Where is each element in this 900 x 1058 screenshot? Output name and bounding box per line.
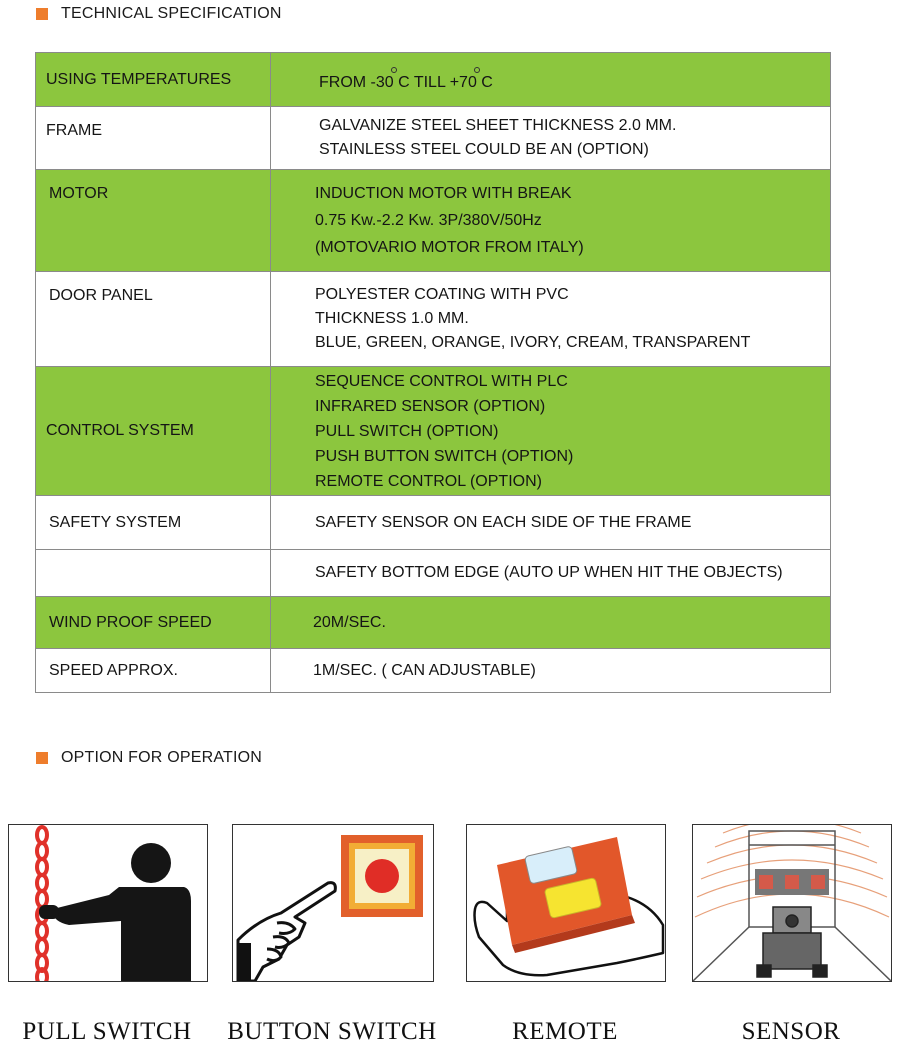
- spec-table: [35, 52, 831, 693]
- remote-caption: REMOTE: [512, 1018, 618, 1045]
- spec-line: SEQUENCE CONTROL WITH PLC: [315, 372, 568, 390]
- spec-label: SAFETY SYSTEM: [36, 496, 271, 550]
- spec-line: INFRARED SENSOR (OPTION): [315, 397, 546, 415]
- spec-value: [271, 550, 831, 597]
- spec-line: POLYESTER COATING WITH PVC: [315, 286, 569, 303]
- temp-unit: C: [476, 73, 493, 91]
- spec-value: [271, 597, 831, 649]
- sensor-caption: SENSOR: [741, 1018, 841, 1045]
- spec-line: STAINLESS STEEL COULD BE AN (OPTION): [319, 141, 649, 158]
- spec-value: [271, 649, 831, 693]
- spec-section-header: [36, 5, 282, 23]
- spec-value: [271, 107, 831, 170]
- temp-till: C TILL +70: [393, 73, 477, 91]
- option-section-title: OPTION FOR OPERATION: [61, 749, 263, 766]
- spec-line: SAFETY BOTTOM EDGE (AUTO UP WHEN HIT THE OBJECTS): [315, 564, 783, 581]
- spec-line: THICKNESS 1.0 MM.: [315, 310, 469, 327]
- spec-line: GALVANIZE STEEL SHEET THICKNESS 2.0 MM.: [319, 117, 677, 134]
- option-section-header: [36, 749, 262, 767]
- spec-line: PUSH BUTTON SWITCH (OPTION): [315, 447, 574, 465]
- spec-line: 0.75 Kw.-2.2 Kw. 3P/380V/50Hz: [315, 212, 542, 229]
- spec-row: [36, 272, 831, 367]
- spec-line: 20M/SEC.: [313, 613, 386, 631]
- spec-label: CONTROL SYSTEM: [36, 367, 271, 496]
- spec-row: [36, 170, 831, 272]
- button-switch-tile: [232, 824, 434, 982]
- spec-row: [36, 107, 831, 170]
- orange-square-icon: [36, 8, 48, 20]
- spec-label: SPEED APPROX.: [36, 649, 271, 693]
- spec-value: [271, 496, 831, 550]
- spec-label: USING TEMPERATURES: [36, 53, 271, 107]
- spec-label: WIND PROOF SPEED: [36, 597, 271, 649]
- sensor-tile: [692, 824, 892, 982]
- spec-line: (MOTOVARIO MOTOR FROM ITALY): [315, 239, 584, 256]
- sensor-illustration-icon: [693, 825, 891, 981]
- button-switch-caption: BUTTON SWITCH: [227, 1018, 437, 1045]
- button-switch-illustration-icon: [233, 825, 433, 981]
- spec-line: PULL SWITCH (OPTION): [315, 422, 499, 440]
- spec-value: [271, 170, 831, 272]
- pull-switch-tile: [8, 824, 208, 982]
- spec-row: [36, 597, 831, 649]
- spec-label: FRAME: [36, 107, 271, 170]
- spec-row: [36, 550, 831, 597]
- spec-row: [36, 649, 831, 693]
- spec-line: 1M/SEC. ( CAN ADJUSTABLE): [313, 661, 536, 679]
- remote-control-illustration-icon: [467, 825, 665, 981]
- spec-label: DOOR PANEL: [36, 272, 271, 367]
- spec-section-title: TECHNICAL SPECIFICATION: [61, 5, 282, 22]
- pull-switch-illustration-icon: [9, 825, 207, 981]
- spec-line: SAFETY SENSOR ON EACH SIDE OF THE FRAME: [315, 513, 692, 531]
- spec-line: BLUE, GREEN, ORANGE, IVORY, CREAM, TRANSPARENT: [315, 334, 751, 351]
- orange-square-icon: [36, 752, 48, 764]
- spec-line: REMOTE CONTROL (OPTION): [315, 472, 542, 490]
- spec-row: [36, 496, 831, 550]
- spec-label: [36, 550, 271, 597]
- spec-label: MOTOR: [36, 170, 271, 272]
- option-tiles: [0, 824, 900, 984]
- temp-from: FROM -30: [319, 73, 394, 91]
- spec-row: [36, 367, 831, 496]
- pull-switch-caption: PULL SWITCH: [22, 1018, 192, 1045]
- spec-value: [271, 272, 831, 367]
- spec-value: [271, 367, 831, 496]
- spec-row: [36, 53, 831, 107]
- spec-value: [271, 53, 831, 107]
- spec-line: INDUCTION MOTOR WITH BREAK: [315, 185, 572, 202]
- remote-tile: [466, 824, 666, 982]
